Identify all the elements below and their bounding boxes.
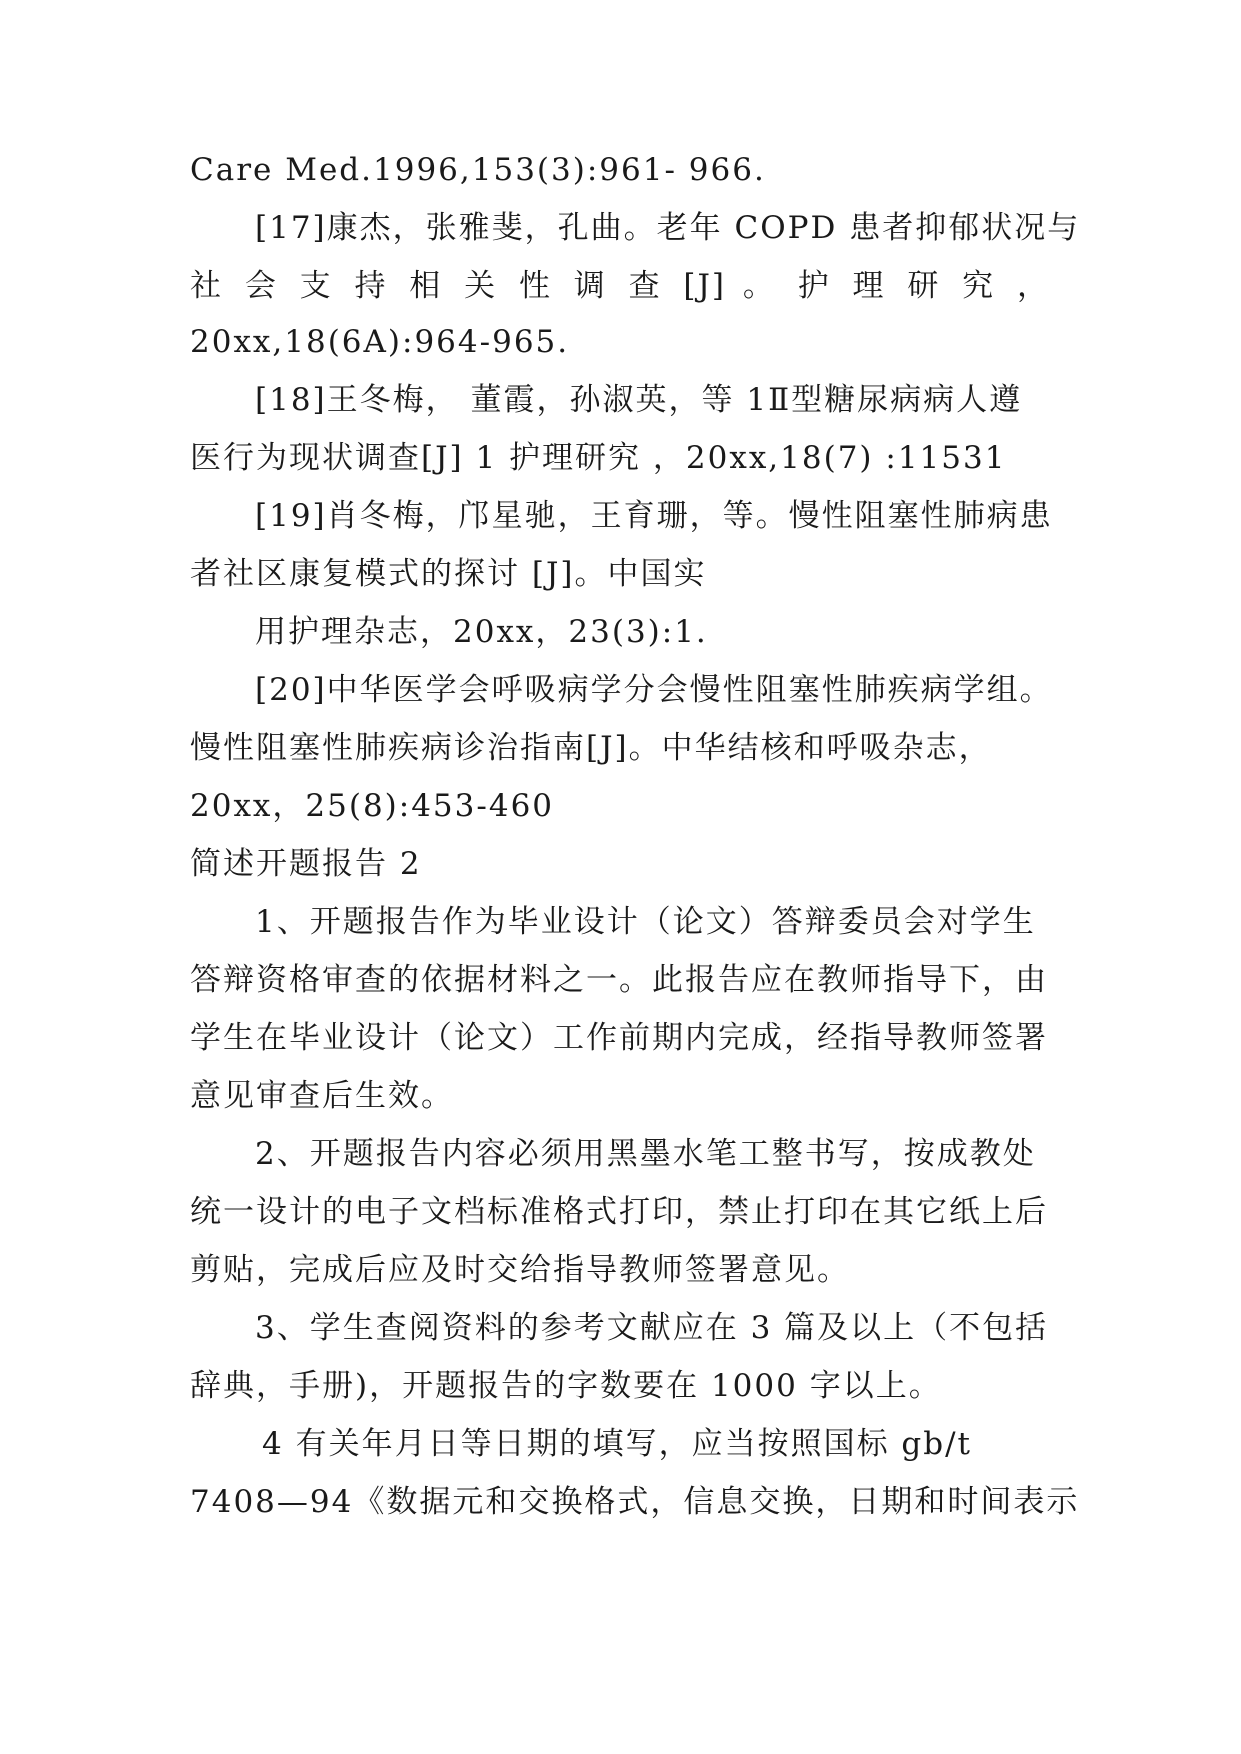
reference-18-line-1: [18]王冬梅， 董霞，孙淑英，等 1Ⅱ型糖尿病病人遵 bbox=[255, 382, 1023, 418]
reference-17-line-1: [17]康杰，张雅斐，孔曲。老年 COPD 患者抑郁状况与 bbox=[255, 210, 1081, 246]
reference-16-continuation: Care Med.1996,153(3):961- 966. bbox=[190, 152, 766, 188]
item-2-line-1: 2、开题报告内容必须用黑墨水笔工整书写，按成教处 bbox=[255, 1136, 1036, 1172]
reference-20-line-3: 20xx，25(8):453-460 bbox=[190, 788, 555, 824]
reference-20-line-1: [20]中华医学会呼吸病学分会慢性阻塞性肺疾病学组。 bbox=[255, 672, 1053, 708]
item-4-line-1: 4 有关年月日等日期的填写，应当按照国标 gb/t bbox=[262, 1426, 973, 1462]
item-3-line-2: 辞典，手册)，开题报告的字数要在 1000 字以上。 bbox=[190, 1368, 942, 1404]
item-1-line-3: 学生在毕业设计（论文）工作前期内完成，经指导教师签署 bbox=[190, 1020, 1048, 1056]
reference-17-line-3: 20xx,18(6A):964-965. bbox=[190, 324, 570, 360]
section-heading: 简述开题报告 2 bbox=[190, 846, 422, 882]
item-3-line-1: 3、学生查阅资料的参考文献应在 3 篇及以上（不包括 bbox=[255, 1310, 1049, 1346]
reference-20-line-2: 慢性阻塞性肺疾病诊治指南[J]。中华结核和呼吸杂志， bbox=[190, 730, 992, 766]
item-4-line-2: 7408—94《数据元和交换格式，信息交换，日期和时间表示 bbox=[190, 1484, 1080, 1520]
item-1-line-2: 答辩资格审查的依据材料之一。此报告应在教师指导下，由 bbox=[190, 962, 1048, 998]
reference-19-line-3: 用护理杂志，20xx，23(3):1. bbox=[255, 614, 708, 650]
reference-18-line-2: 医行为现状调查[J] 1 护理研究 ，20xx,18(7) :11531 bbox=[190, 440, 1007, 476]
reference-19-line-1: [19]肖冬梅，邝星驰，王育珊，等。慢性阻塞性肺病患 bbox=[255, 498, 1053, 534]
item-2-line-3: 剪贴，完成后应及时交给指导教师签署意见。 bbox=[190, 1252, 850, 1288]
item-1-line-1: 1、开题报告作为毕业设计（论文）答辩委员会对学生 bbox=[255, 904, 1036, 940]
item-1-line-4: 意见审查后生效。 bbox=[190, 1078, 454, 1114]
reference-17-line-2: 社 会 支 持 相 关 性 调 查 [J] 。 护 理 研 究 ， bbox=[190, 268, 1050, 304]
reference-19-line-2: 者社区康复模式的探讨 [J]。中国实 bbox=[190, 556, 707, 592]
item-2-line-2: 统一设计的电子文档标准格式打印，禁止打印在其它纸上后 bbox=[190, 1194, 1048, 1230]
